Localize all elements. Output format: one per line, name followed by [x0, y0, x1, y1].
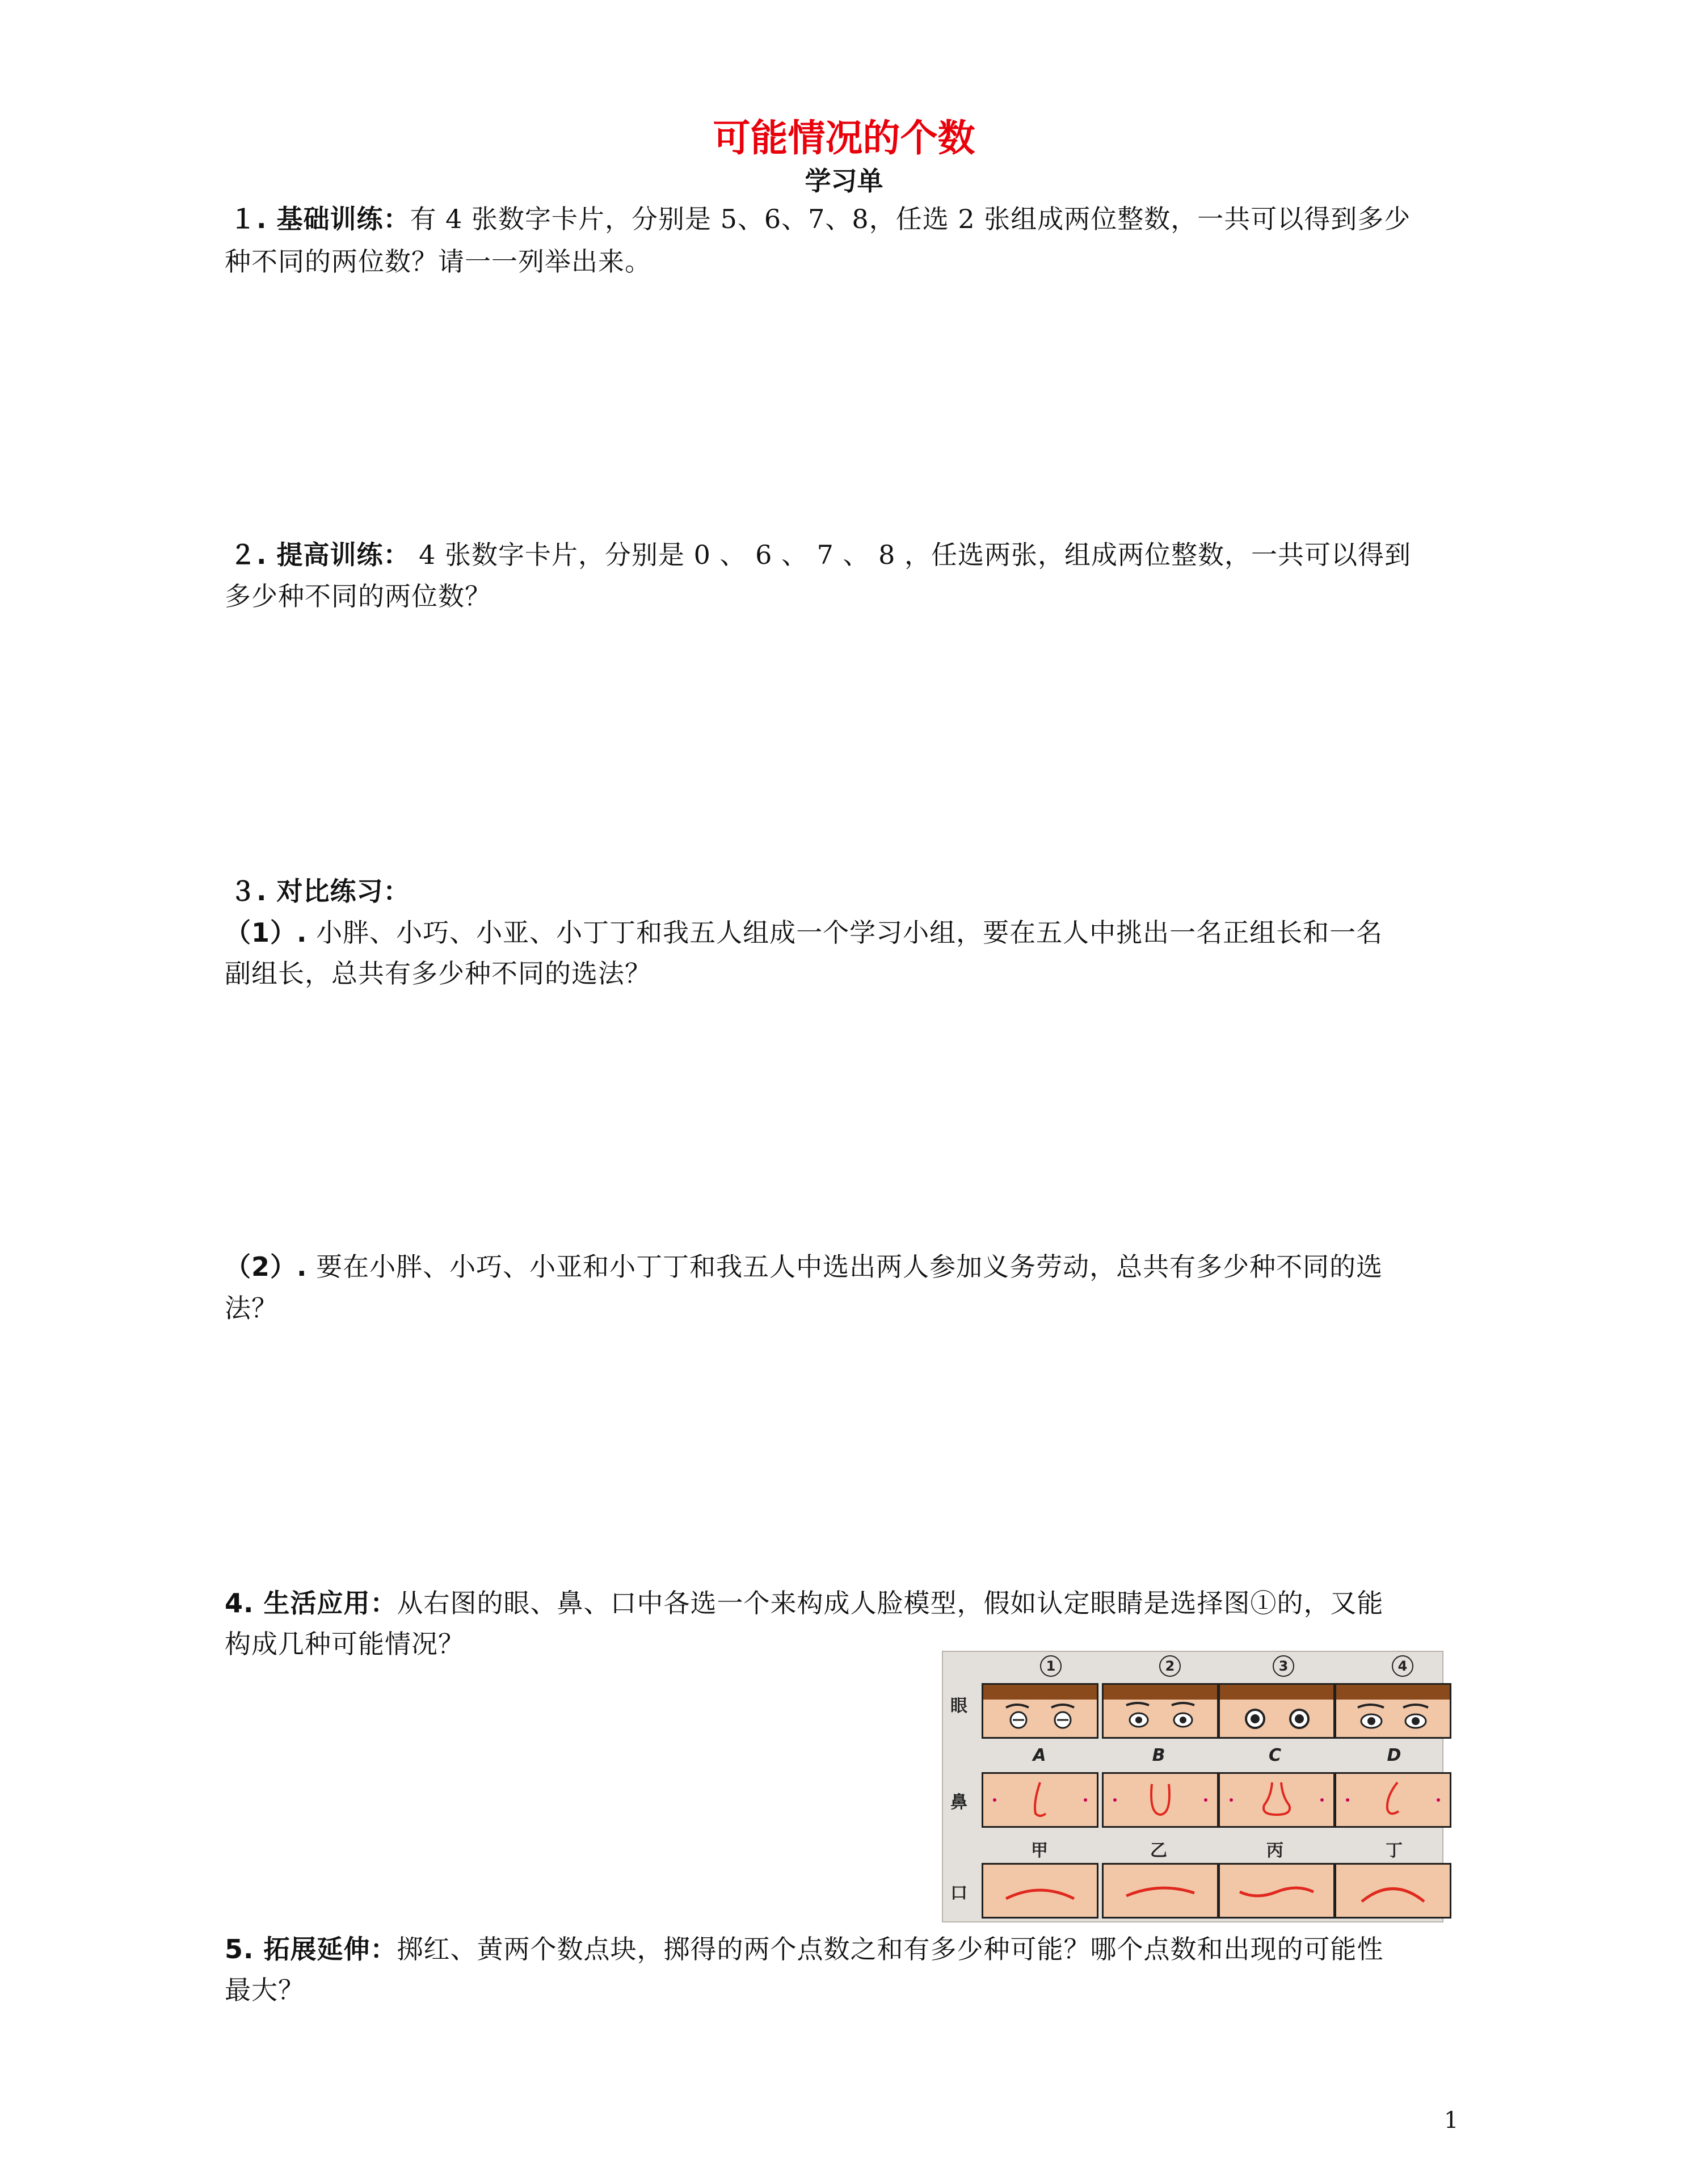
q3-p2-text-1: 要在小胖、小巧、小亚和小丁丁和我五人中选出两人参加义务劳动，总共有多少种不同的选 — [307, 1251, 1383, 1282]
row-label-nose: 鼻 — [950, 1793, 967, 1812]
q3-p1-text-2: 副组长，总共有多少种不同的选法？ — [225, 958, 651, 989]
q4-line1 — [225, 1583, 1384, 1620]
q3-p2-text-2: 法？ — [225, 1293, 278, 1323]
eye-number-2: 2 — [1159, 1655, 1181, 1677]
q2-text-1: 4 张数字卡片，分别是 0 、 6 、 7 、 8 ，任选两张，组成两位整数，一共可以得到 — [410, 539, 1412, 570]
nose-letter-d: D — [1387, 1745, 1401, 1765]
eye-option-3 — [1218, 1683, 1335, 1739]
nose-option-a — [982, 1772, 1098, 1828]
nose-option-b — [1102, 1772, 1219, 1828]
mouth-label-jia: 甲 — [1031, 1841, 1048, 1861]
eye-option-1 — [982, 1683, 1098, 1739]
mouth-option-jia — [982, 1863, 1098, 1919]
mouth-label-yi: 乙 — [1150, 1841, 1167, 1861]
q4-text-2: 构成几种可能情况？ — [225, 1629, 465, 1659]
eye-option-2 — [1102, 1683, 1219, 1739]
q1-text-2: 种不同的两位数？请一一列举出来。 — [225, 246, 651, 277]
eye-number-1: 1 — [1039, 1655, 1062, 1677]
eye-number-4: 4 — [1391, 1655, 1414, 1677]
q4-text-1: 从右图的眼、鼻、口中各选一个来构成人脸模型，假如认定眼睛是选择图①的，又能 — [397, 1588, 1384, 1618]
eye-option-4 — [1335, 1683, 1451, 1739]
mouth-label-ding: 丁 — [1386, 1841, 1403, 1861]
page-subtitle: 学习单 — [805, 166, 883, 196]
eye-number-3: 3 — [1272, 1655, 1295, 1677]
q5-text-1: 掷红、黄两个数点块，掷得的两个点数之和有多少种可能？哪个点数和出现的可能性 — [397, 1934, 1384, 1964]
q2-text-2: 多少种不同的两位数？ — [225, 581, 491, 612]
q3-p1-line1 — [225, 912, 1383, 950]
q3-label: ３. 对比练习： — [230, 876, 410, 907]
mouth-label-bing: 丙 — [1266, 1841, 1283, 1861]
mouth-option-yi — [1102, 1863, 1219, 1919]
page-title: 可能情况的个数 — [713, 116, 975, 160]
nose-option-d — [1335, 1772, 1451, 1828]
q2-label: ２. 提高训练： — [230, 539, 410, 570]
q4-label: 4. 生活应用： — [225, 1588, 397, 1618]
nose-letter-b: B — [1152, 1745, 1165, 1765]
q1-text-1: 有 4 张数字卡片，分别是 5、6、7、8，任选 2 张组成两位整数，一共可以得到多少 — [410, 204, 1411, 234]
q3-p1-text-1: 小胖、小巧、小亚、小丁丁和我五人组成一个学习小组，要在五人中挑出一名正组长和一名 — [307, 917, 1383, 948]
nose-option-c — [1218, 1772, 1335, 1828]
q3-p2-label: （2）. — [225, 1251, 308, 1282]
mouth-option-bing — [1218, 1863, 1335, 1919]
q5-label: 5. 拓展延伸： — [225, 1934, 397, 1964]
q2-line1 — [230, 534, 1411, 572]
q3-p2-line1 — [225, 1246, 1383, 1284]
q3-p1-label: （1）. — [225, 917, 308, 948]
row-label-eye: 眼 — [950, 1696, 967, 1716]
nose-letter-a: A — [1033, 1745, 1046, 1765]
mouth-option-ding — [1335, 1863, 1451, 1919]
q1-line1 — [230, 199, 1411, 236]
nose-letter-c: C — [1268, 1745, 1282, 1765]
row-label-mouth: 口 — [950, 1883, 967, 1903]
face-parts-figure — [942, 1651, 1443, 1922]
q5-line1 — [225, 1929, 1384, 1966]
page-number: 1 — [1444, 2107, 1459, 2134]
q5-text-2: 最大？ — [225, 1975, 305, 2005]
q1-label: １. 基础训练： — [230, 204, 410, 234]
